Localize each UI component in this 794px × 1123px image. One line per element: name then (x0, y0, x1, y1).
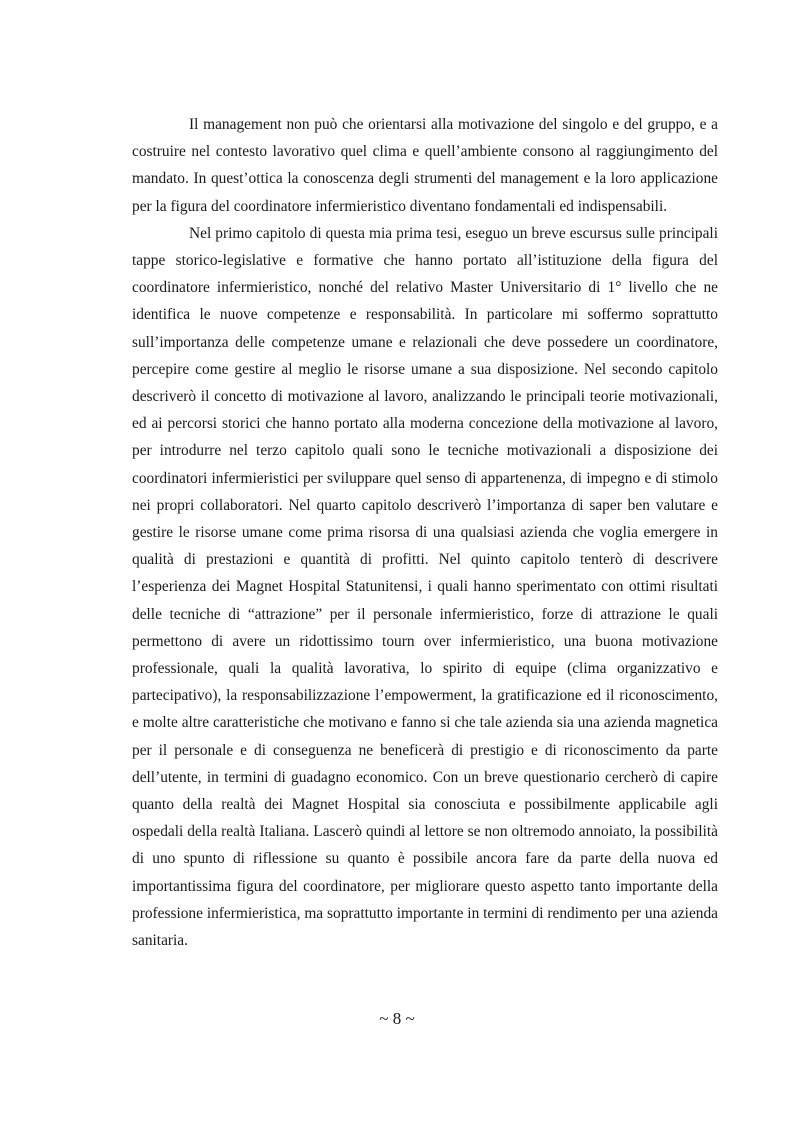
page-number: ~ 8 ~ (379, 1009, 415, 1028)
body-text (132, 111, 718, 954)
paragraph-intro: Il management non può che orientarsi alla motivazione del singolo e del gruppo, e a costruire nel contesto lavorativo quel clima e quell’ambiente consono al raggiungimento del mandato. In quest’ottica la conoscenza degli strumenti del management e la loro applicazione per la figura del coordinatore infermieristico diventano fondamentali ed indispensabili. (132, 116, 718, 215)
paragraph-chapter-overview: Nel primo capitolo di questa mia prima tesi, eseguo un breve escursus sulle principali tappe storico-legislative e formative che hanno portato all’istituzione della figura del coordinatore infermieristico, nonché del relativo Master Universitario di 1° livello che ne identifica le nuove competenze e responsabilità. In particolare mi soffermo soprattutto sull’importanza delle competenze umane e relazionali che deve possedere un coordinatore, percepire come gestire al meglio le risorse umane a sua disposizione. Nel secondo capitolo descriverò il concetto di motivazione al lavoro, analizzando le principali teorie motivazionali, ed ai percorsi storici che hanno portato alla moderna concezione della motivazione al lavoro, per introdurre nel terzo capitolo quali sono le tecniche motivazionali a disposizione dei coordinatori infermieristici per sviluppare quel senso di appartenenza, di impegno e di stimolo nei propri collaboratori. Nel quarto capitolo descriverò l’importanza di saper ben valutare e gestire le risorse umane come prima risorsa di una qualsiasi azienda che voglia emergere in qualità di prestazioni e quantità di profitti. Nel quinto capitolo tenterò di descrivere l’esperienza dei Magnet Hospital Statunitensi, i quali hanno sperimentato con ottimi risultati delle tecniche di “attrazione” per il personale infermieristico, forze di attrazione le quali permettono di avere un ridottissimo tourn over infermieristico, una buona motivazione professionale, quali la qualità lavorativa, lo spirito di equipe (clima organizzativo e partecipativo), la responsabilizzazione l’empowerment, la gratificazione ed il riconoscimento, e molte altre caratteristiche che motivano e fanno si che tale azienda sia una azienda magnetica per il personale e di conseguenza ne beneficerà di prestigio e di riconoscimento da parte dell’utente, in termini di guadagno economico. Con un breve questionario cercherò di capire quanto della realtà dei Magnet Hospital sia conosciuta e possibilmente applicabile agli ospedali della realtà Italiana. Lascerò quindi al lettore se non oltremodo annoiato, la possibilità di uno spunto di riflessione su quanto è possibile ancora fare da parte della nuova ed importantissima figura del coordinatore, per migliorare questo aspetto tanto importante della professione infermieristica, ma soprattutto importante in termini di rendimento per una azienda sanitaria. (132, 224, 718, 950)
